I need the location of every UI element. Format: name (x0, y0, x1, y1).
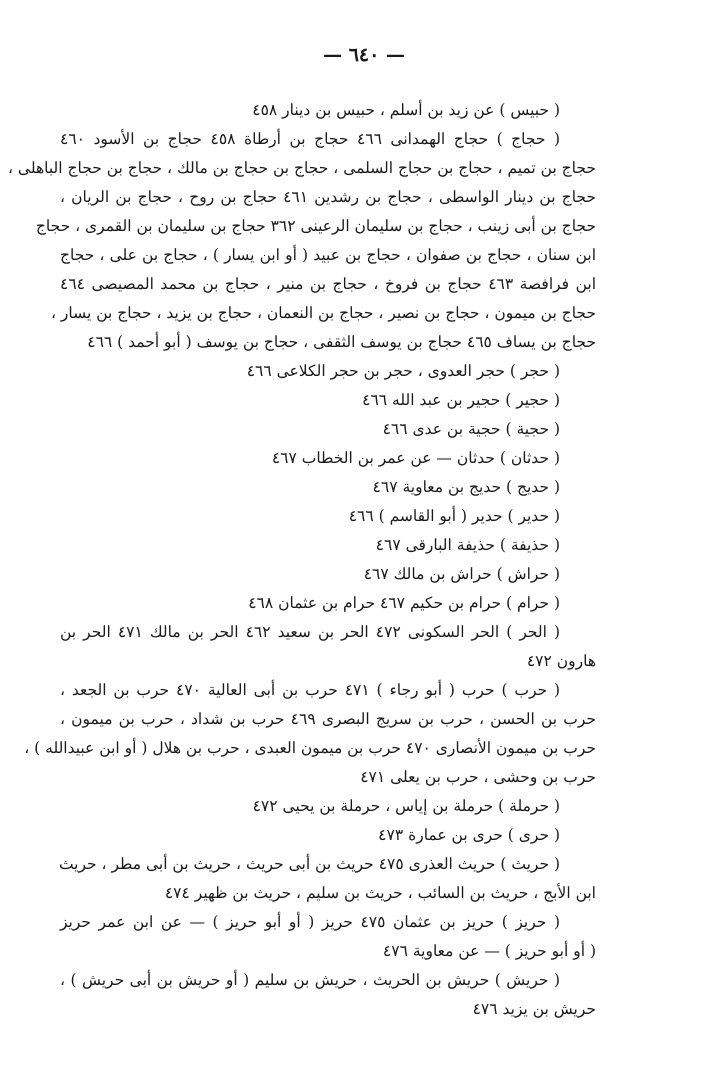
index-entry-line: ( حديج ) حديج بن معاوية ٤٦٧ (372, 478, 560, 496)
index-entry-line: ( حجية ) حجية بن عدى ٤٦٦ (382, 420, 560, 438)
index-continuation-line: ابن الأبج ، حريث بن السائب ، حريث بن سليم ، حريث بن ظهير ٤٧٤ (164, 884, 596, 902)
index-continuation-line: حجاج بن يساف ٤٦٥ حجاج بن يوسف الثقفى ، حجاج بن يوسف ( أبو أحمد ) ٤٦٦ (87, 333, 596, 351)
index-entry-line: ( حجير ) حجير بن عبد الله ٤٦٦ (362, 391, 560, 409)
index-entry-line: ( حبيس ) عن زيد بن أسلم ، حبيس بن دينار ٤٥٨ (252, 101, 560, 119)
index-continuation-line: حجاج بن ميمون ، حجاج بن نصير ، حجاج بن النعمان ، حجاج بن يزيد ، حجاج بن يسار ، (51, 304, 596, 322)
index-entry-line: ( حرى ) حرى بن عمارة ٤٧٣ (378, 826, 560, 844)
index-entry-line: ( حدثان ) حدثان — عن عمر بن الخطاب ٤٦٧ (271, 449, 560, 467)
index-entries (8, 96, 597, 1024)
index-continuation-line: ابن فرافصة ٤٦٣ حجاج بن فروخ ، حجاج بن منير ، حجاج بن محمد المصيصى ٤٦٤ (60, 275, 596, 293)
index-entry-line: ( حدير ) حدير ( أبو القاسم ) ٤٦٦ (348, 507, 560, 525)
index-entry-line: ( حريش ) حريش بن الحريث ، حريش بن سليم ( أو حريش بن أبى حريش ) ، (60, 971, 560, 989)
index-continuation-line: حجاج بن أبى زينب ، حجاج بن سليمان الرعينى ٣٦٢ حجاج بن سليمان بن القمرى ، حجاج (35, 217, 596, 235)
index-entry-line: ( حراش ) حراش بن مالك ٤٦٧ (363, 565, 560, 583)
index-entry-line: ( حرب ) حرب ( أبو رجاء ) ٤٧١ حرب بن أبى العالية ٤٧٠ حرب بن الجعد ، (60, 681, 561, 699)
index-entry-line: ( الحر ) الحر السكونى ٤٧٢ الحر بن سعيد ٤٦٢ الحر بن مالك ٤٧١ الحر بن (60, 623, 561, 641)
index-entry-line: ( حجاج ) حجاج الهمدانى ٤٦٦ حجاج بن أرطاة ٤٥٨ حجاج بن الأسود ٤٦٠ (60, 130, 561, 148)
index-entry-line: ( حريث ) حريث العذرى ٤٧٥ حريث بن أبى حريث ، حريث بن أبى مطر ، حريث (58, 855, 560, 873)
index-continuation-line: حرب بن الحسن ، حرب بن سريج البصرى ٤٦٩ حرب بن شداد ، حرب بن ميمون ، (60, 710, 597, 728)
index-continuation-line: حجاج بن تميم ، حجاج بن حجاج السلمى ، حجاج بن حجاج بن مالك ، حجاج بن حجاج الباهلى ، (8, 159, 596, 177)
index-entry-line: ( حرام ) حرام بن حكيم ٤٦٧ حرام بن عثمان ٤٦٨ (248, 594, 560, 612)
index-entry-line: ( حرملة ) حرملة بن إياس ، حرملة بن يحيى ٤٧٢ (252, 797, 560, 815)
index-continuation-line: حجاج بن دينار الواسطى ، حجاج بن رشدين ٤٦١ حجاج بن روح ، حجاج بن الريان ، (60, 188, 596, 206)
page-number: — ٦٤٠ — (323, 44, 405, 66)
index-continuation-line: حريش بن يزيد ٤٧٦ (472, 1000, 596, 1018)
index-continuation-line: حرب بن ميمون الأنصارى ٤٧٠ حرب بن ميمون العبدى ، حرب بن هلال ( أو ابن عبيدالله ) ، (24, 739, 596, 757)
index-entry-line: ( حجر ) حجر العدوى ، حجر بن حجر الكلاعى ٤٦٦ (246, 362, 560, 380)
index-continuation-line: ( أو أبو حريز ) — عن معاوية ٤٧٦ (382, 942, 596, 960)
index-continuation-line: حرب بن وحشى ، حرب بن يعلى ٤٧١ (360, 768, 596, 786)
index-entry-line: ( حذيفة ) حذيفة البارقى ٤٦٧ (375, 536, 560, 554)
index-continuation-line: ابن سنان ، حجاج بن صفوان ، حجاج بن عبيد ( أو ابن يسار ) ، حجاج بن على ، حجاج (60, 246, 596, 264)
index-continuation-line: هارون ٤٧٢ (526, 652, 596, 670)
index-entry-line: ( حريز ) حريز بن عثمان ٤٧٥ حريز ( أو أبو حريز ) — عن ابن عمر حريز (60, 913, 560, 931)
